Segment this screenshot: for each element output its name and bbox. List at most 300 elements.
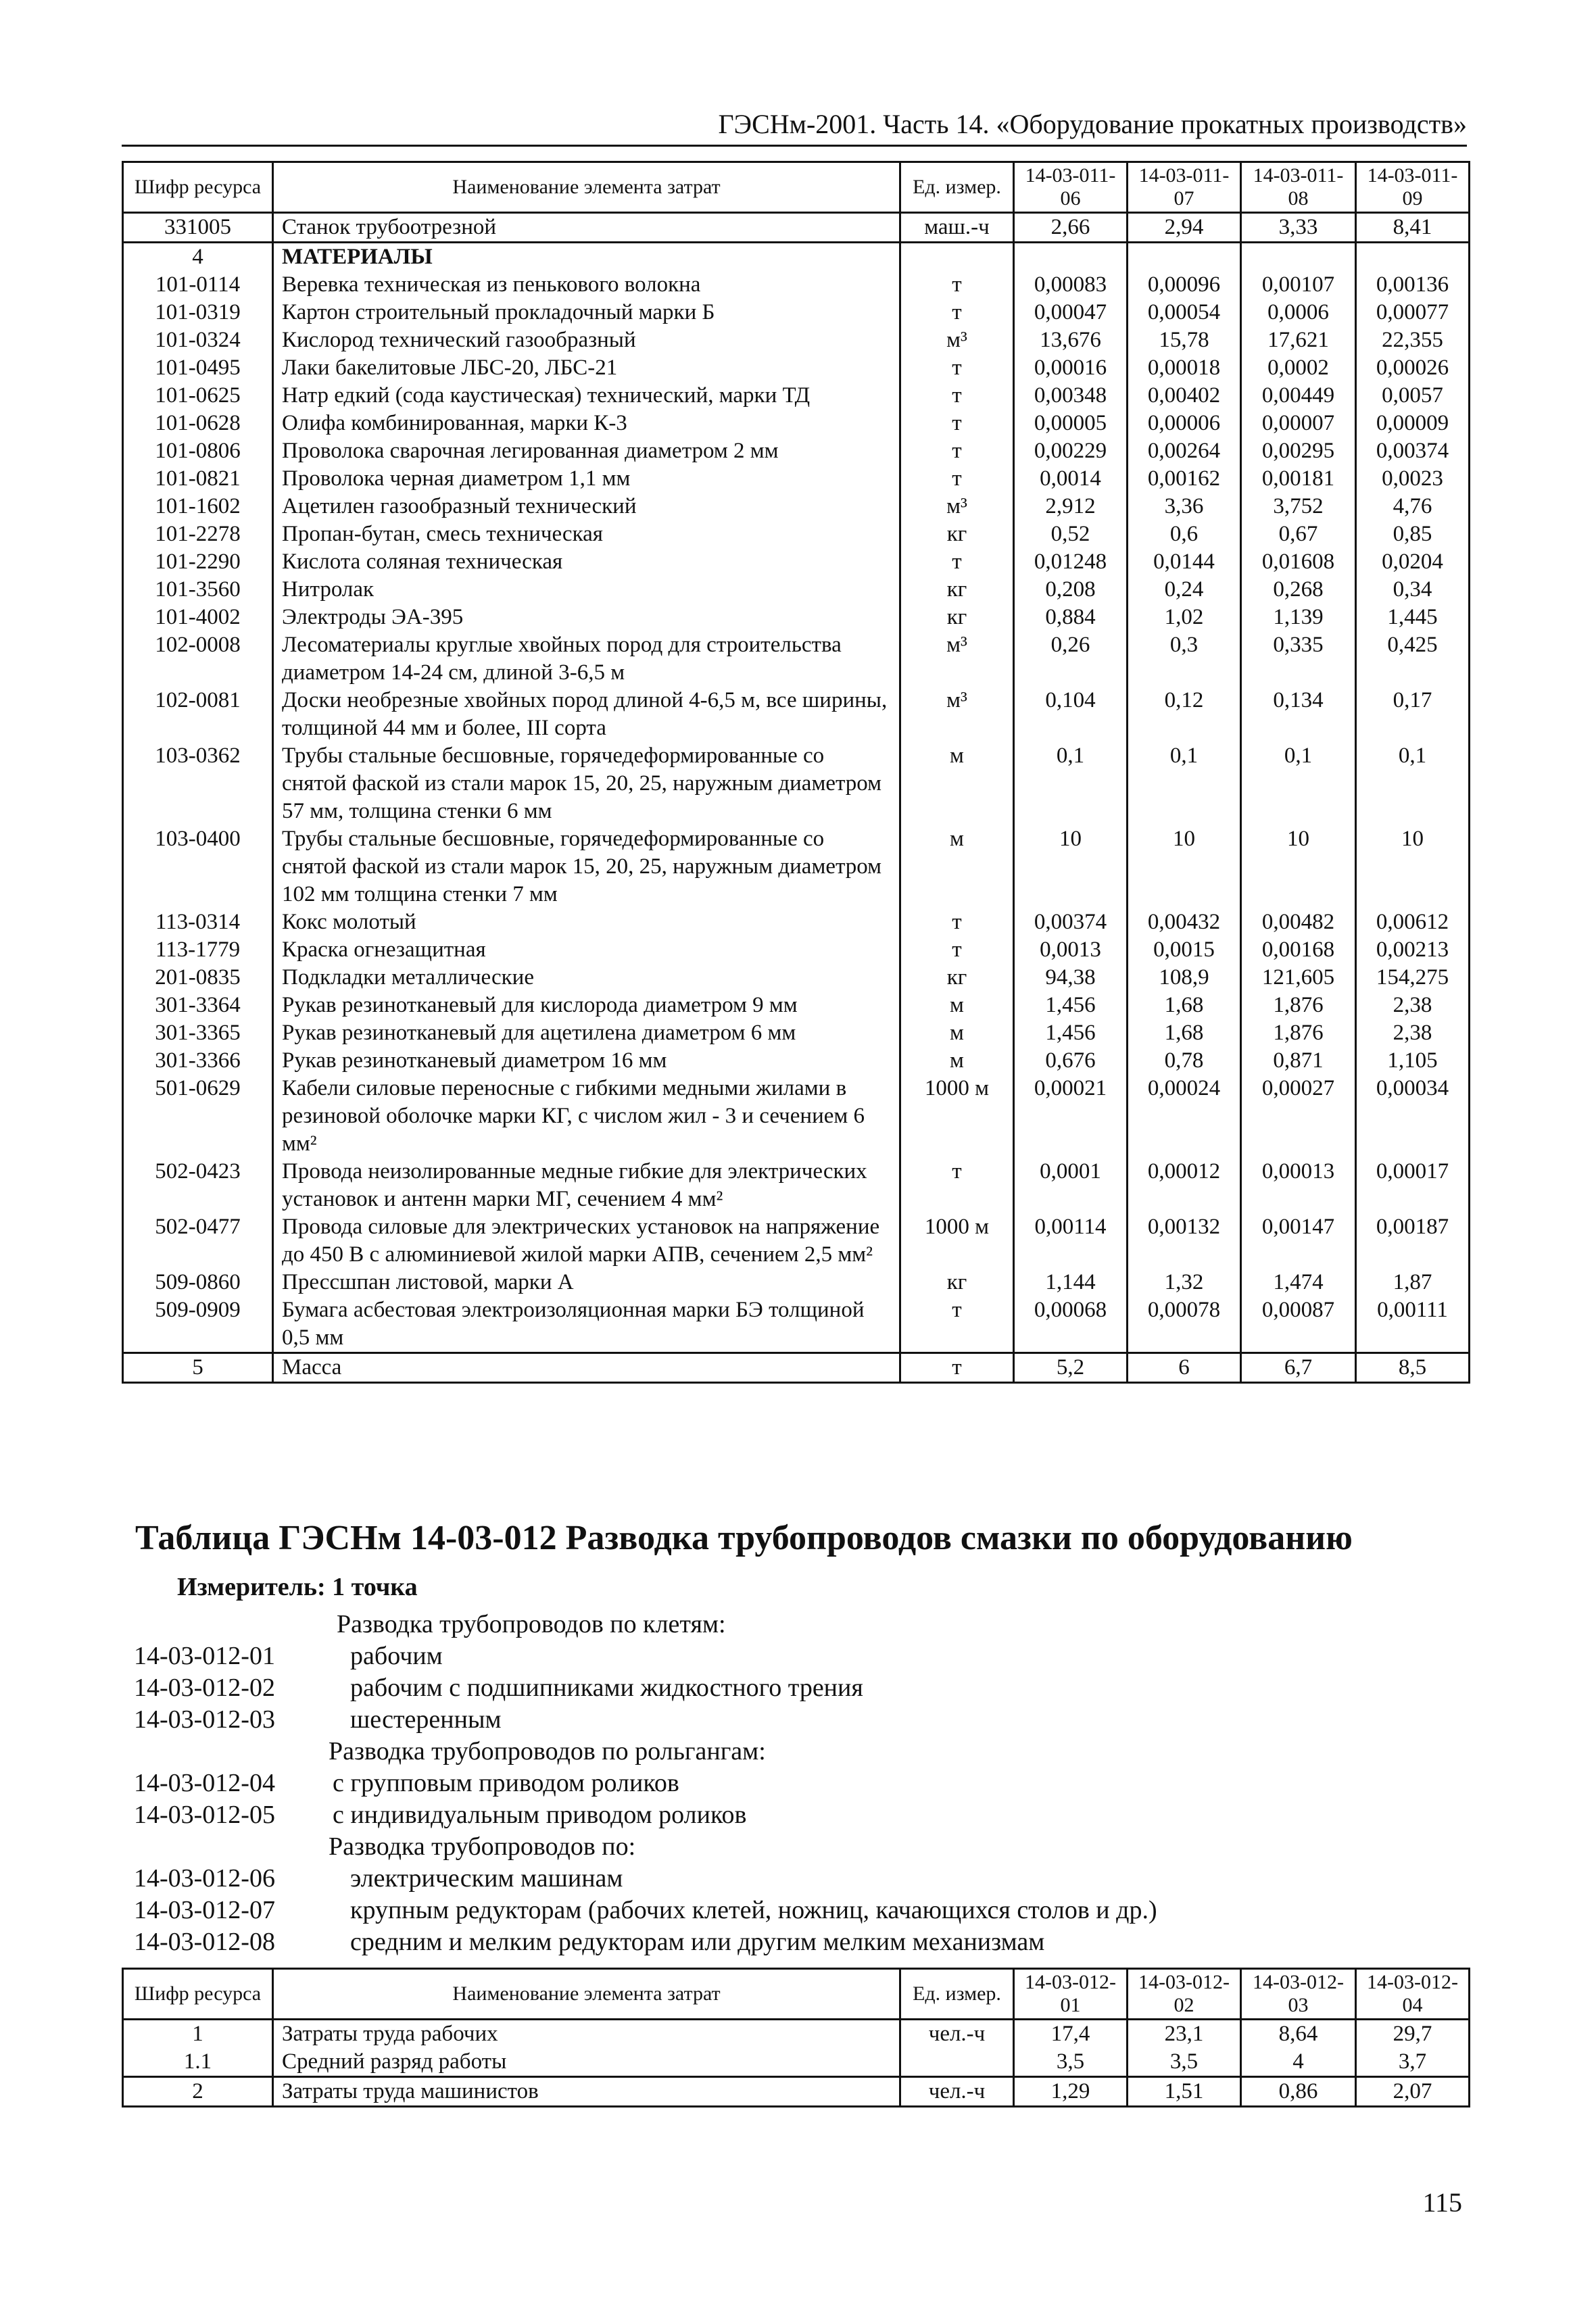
cell-unit: т <box>900 465 1014 493</box>
table-row <box>123 1047 1470 1075</box>
cell-unit: м <box>900 1019 1014 1047</box>
cell-unit: 1000 м <box>900 1075 1014 1158</box>
table-row <box>123 520 1470 548</box>
cell-unit: т <box>900 908 1014 936</box>
cell-value: 0,00012 <box>1128 1158 1241 1213</box>
header-name: Наименование элемента затрат <box>273 162 900 213</box>
cell-unit <box>900 243 1014 272</box>
cell-name: Подкладки металлические <box>273 964 900 992</box>
table-row <box>123 493 1470 520</box>
cell-value: 1,474 <box>1241 1269 1356 1296</box>
cell-value: 0,00007 <box>1241 410 1356 437</box>
cell-value: 0,00348 <box>1014 382 1128 410</box>
header-unit: Ед. измер. <box>900 1969 1014 2020</box>
cell-value: 0,00047 <box>1014 299 1128 326</box>
work-code: 14-03-012-04 <box>134 1769 275 1797</box>
cell-unit: м³ <box>900 326 1014 354</box>
cell-value: 1,144 <box>1014 1269 1128 1296</box>
cell-code: 103-0400 <box>123 825 273 908</box>
cell-unit: маш.-ч <box>900 213 1014 243</box>
cell-code: 4 <box>123 243 273 272</box>
cell-unit: кг <box>900 520 1014 548</box>
cell-value: 0,24 <box>1128 576 1241 604</box>
work-text: Разводка трубопроводов по рольгангам: <box>329 1737 766 1765</box>
cell-name: Доски необрезные хвойных пород длиной 4-6,5 м, все ширины, толщиной 44 мм и более, III сорта <box>273 687 900 742</box>
cell-value: 0,1 <box>1014 742 1128 825</box>
cell-value: 0,6 <box>1128 520 1241 548</box>
cell-code: 101-4002 <box>123 604 273 631</box>
cell-value: 1,139 <box>1241 604 1356 631</box>
cell-value: 4 <box>1241 2048 1356 2077</box>
cell-value <box>1128 243 1241 272</box>
cell-value: 0,335 <box>1241 631 1356 687</box>
cell-value: 2,912 <box>1014 493 1128 520</box>
resource-table-011 <box>122 161 1470 1384</box>
work-text: рабочим <box>350 1642 443 1670</box>
cell-name: Масса <box>273 1353 900 1383</box>
cell-value: 0,00114 <box>1014 1213 1128 1269</box>
header-col: 14-03-012-03 <box>1241 1969 1356 2020</box>
table-row <box>123 1269 1470 1296</box>
cell-unit: м³ <box>900 493 1014 520</box>
cell-value: 23,1 <box>1128 2020 1241 2049</box>
cell-code: 101-0114 <box>123 271 273 299</box>
cell-name: Кокс молотый <box>273 908 900 936</box>
cell-value: 0,52 <box>1014 520 1128 548</box>
cell-unit: 1000 м <box>900 1213 1014 1269</box>
cell-code: 101-0319 <box>123 299 273 326</box>
cell-unit: м <box>900 742 1014 825</box>
cell-value: 0,0015 <box>1128 936 1241 964</box>
cell-value: 0,00026 <box>1356 354 1470 382</box>
cell-value: 8,5 <box>1356 1353 1470 1383</box>
cell-code: 101-3560 <box>123 576 273 604</box>
cell-name: Электроды ЭА-395 <box>273 604 900 631</box>
cell-value: 0,1 <box>1241 742 1356 825</box>
cell-value: 0,00181 <box>1241 465 1356 493</box>
work-text: шестеренным <box>350 1705 502 1734</box>
cell-value: 0,0204 <box>1356 548 1470 576</box>
cell-name: Краска огнезащитная <box>273 936 900 964</box>
cell-value: 0,00147 <box>1241 1213 1356 1269</box>
cell-value: 1,68 <box>1128 992 1241 1019</box>
cell-code: 331005 <box>123 213 273 243</box>
cell-code: 101-0806 <box>123 437 273 465</box>
table-row <box>123 604 1470 631</box>
cell-name: Станок трубоотрезной <box>273 213 900 243</box>
cell-value: 1,29 <box>1014 2077 1128 2107</box>
cell-value: 0,1 <box>1356 742 1470 825</box>
cell-code: 101-1602 <box>123 493 273 520</box>
cell-code: 301-3364 <box>123 992 273 1019</box>
cell-code: 101-0324 <box>123 326 273 354</box>
cell-value: 0,00449 <box>1241 382 1356 410</box>
work-code: 14-03-012-08 <box>134 1928 275 1956</box>
cell-unit: м <box>900 992 1014 1019</box>
cell-value: 0,00374 <box>1356 437 1470 465</box>
cell-value: 0,00229 <box>1014 437 1128 465</box>
cell-value: 0,34 <box>1356 576 1470 604</box>
work-text: рабочим с подшипниками жидкостного трения <box>350 1674 863 1702</box>
cell-value: 10 <box>1014 825 1128 908</box>
cell-value: 0,00034 <box>1356 1075 1470 1158</box>
cell-name: Провода силовые для электрических установок на напряжение до 450 В с алюминиевой жилой марки АПВ, сечением 2,5 мм² <box>273 1213 900 1269</box>
work-text: средним и мелким редукторам или другим мелким механизмам <box>350 1928 1045 1956</box>
cell-value: 0,00111 <box>1356 1296 1470 1353</box>
cell-code: 1 <box>123 2020 273 2049</box>
header-col: 14-03-012-01 <box>1014 1969 1128 2020</box>
cell-name: Трубы стальные бесшовные, горячедеформированные со снятой фаской из стали марок 15, 20, 25, наружным диаметром 102 мм толщина стенки 7 мм <box>273 825 900 908</box>
cell-value: 94,38 <box>1014 964 1128 992</box>
cell-code: 201-0835 <box>123 964 273 992</box>
cell-value: 0,0144 <box>1128 548 1241 576</box>
cell-code: 5 <box>123 1353 273 1383</box>
cell-code: 502-0423 <box>123 1158 273 1213</box>
cell-unit: т <box>900 548 1014 576</box>
header-code: Шифр ресурса <box>123 1969 273 2020</box>
cell-value: 0,00402 <box>1128 382 1241 410</box>
cell-value: 0,00132 <box>1128 1213 1241 1269</box>
cell-value: 0,00024 <box>1128 1075 1241 1158</box>
cell-value: 0,00107 <box>1241 271 1356 299</box>
cell-code: 102-0008 <box>123 631 273 687</box>
cell-value: 0,00083 <box>1014 271 1128 299</box>
cell-value: 0,0013 <box>1014 936 1128 964</box>
table-row <box>123 326 1470 354</box>
cell-value: 0,00068 <box>1014 1296 1128 1353</box>
cell-name: Рукав резинотканевый диаметром 16 мм <box>273 1047 900 1075</box>
cell-code: 102-0081 <box>123 687 273 742</box>
cell-value: 3,36 <box>1128 493 1241 520</box>
table-row <box>123 354 1470 382</box>
cell-value: 3,752 <box>1241 493 1356 520</box>
cell-value: 15,78 <box>1128 326 1241 354</box>
cell-value <box>1356 243 1470 272</box>
cell-value: 0,00018 <box>1128 354 1241 382</box>
table-row <box>123 1213 1470 1269</box>
cell-value: 0,00009 <box>1356 410 1470 437</box>
header-code: Шифр ресурса <box>123 162 273 213</box>
cell-value: 4,76 <box>1356 493 1470 520</box>
cell-value: 1,51 <box>1128 2077 1241 2107</box>
cell-value: 22,355 <box>1356 326 1470 354</box>
cell-value: 0,00432 <box>1128 908 1241 936</box>
cell-value: 0,00078 <box>1128 1296 1241 1353</box>
cell-value: 0,12 <box>1128 687 1241 742</box>
header-text: ГЭСНм-2001. Часть 14. «Оборудование прокатных производств» <box>718 109 1467 139</box>
cell-value: 0,00374 <box>1014 908 1128 936</box>
work-text: Разводка трубопроводов по клетям: <box>337 1610 726 1638</box>
cell-name: Кислота соляная техническая <box>273 548 900 576</box>
cell-value: 0,0014 <box>1014 465 1128 493</box>
cell-code: 101-2278 <box>123 520 273 548</box>
cell-name: Рукав резинотканевый для кислорода диаметром 9 мм <box>273 992 900 1019</box>
cell-value: 0,01608 <box>1241 548 1356 576</box>
cell-name: Лесоматериалы круглые хвойных пород для строительства диаметром 14-24 см, длиной 3-6,5 м <box>273 631 900 687</box>
cell-value: 3,33 <box>1241 213 1356 243</box>
cell-code: 509-0860 <box>123 1269 273 1296</box>
cell-code: 509-0909 <box>123 1296 273 1353</box>
cell-value: 6 <box>1128 1353 1241 1383</box>
cell-name: Пропан-бутан, смесь техническая <box>273 520 900 548</box>
cell-unit: чел.-ч <box>900 2020 1014 2049</box>
work-text: Разводка трубопроводов по: <box>329 1832 636 1861</box>
cell-value: 2,38 <box>1356 992 1470 1019</box>
cell-value: 29,7 <box>1356 2020 1470 2049</box>
section-title: Таблица ГЭСНм 14-03-012 Разводка трубопроводов смазки по оборудованию <box>135 1519 1353 1557</box>
cell-code: 301-3366 <box>123 1047 273 1075</box>
header-col: 14-03-012-04 <box>1356 1969 1470 2020</box>
cell-value: 0,104 <box>1014 687 1128 742</box>
cell-code: 2 <box>123 2077 273 2107</box>
cell-name: Прессшпан листовой, марки А <box>273 1269 900 1296</box>
cell-unit: м <box>900 825 1014 908</box>
cell-value: 0,0023 <box>1356 465 1470 493</box>
cell-value: 121,605 <box>1241 964 1356 992</box>
work-code: 14-03-012-05 <box>134 1801 275 1829</box>
table-row <box>123 631 1470 687</box>
table-row <box>123 1296 1470 1353</box>
table-row <box>123 243 1470 272</box>
cell-value: 1,456 <box>1014 992 1128 1019</box>
cell-value: 0,00168 <box>1241 936 1356 964</box>
cell-name: Лаки бакелитовые ЛБС-20, ЛБС-21 <box>273 354 900 382</box>
cell-value: 0,1 <box>1128 742 1241 825</box>
cell-value: 1,32 <box>1128 1269 1241 1296</box>
cell-value: 10 <box>1128 825 1241 908</box>
cell-name: МАТЕРИАЛЫ <box>273 243 900 272</box>
cell-value: 0,00054 <box>1128 299 1241 326</box>
cell-value: 0,00482 <box>1241 908 1356 936</box>
cell-value: 10 <box>1241 825 1356 908</box>
cell-value: 5,2 <box>1014 1353 1128 1383</box>
cell-value: 0,00295 <box>1241 437 1356 465</box>
cell-value: 3,5 <box>1128 2048 1241 2077</box>
cell-value: 3,7 <box>1356 2048 1470 2077</box>
work-code: 14-03-012-03 <box>134 1705 275 1734</box>
cell-name: Рукав резинотканевый для ацетилена диаметром 6 мм <box>273 1019 900 1047</box>
table-row <box>123 2020 1470 2049</box>
cell-unit: т <box>900 299 1014 326</box>
work-code: 14-03-012-01 <box>134 1642 275 1670</box>
cell-value <box>1241 243 1356 272</box>
cell-value: 0,0002 <box>1241 354 1356 382</box>
cell-name: Кабели силовые переносные с гибкими медными жилами в резиновой оболочке марки КГ, с числом жил - 3 и сечением 6 мм² <box>273 1075 900 1158</box>
cell-value: 3,5 <box>1014 2048 1128 2077</box>
cell-unit: т <box>900 1353 1014 1383</box>
table-row <box>123 1353 1470 1383</box>
cell-value: 0,00213 <box>1356 936 1470 964</box>
cell-code: 1.1 <box>123 2048 273 2077</box>
cell-code: 113-0314 <box>123 908 273 936</box>
table-row <box>123 2077 1470 2107</box>
cell-value: 0,00021 <box>1014 1075 1128 1158</box>
cell-name: Проволока сварочная легированная диаметром 2 мм <box>273 437 900 465</box>
header-col: 14-03-012-02 <box>1128 1969 1241 2020</box>
cell-value: 6,7 <box>1241 1353 1356 1383</box>
table-row <box>123 271 1470 299</box>
cell-value: 1,105 <box>1356 1047 1470 1075</box>
cell-name: Нитролак <box>273 576 900 604</box>
cell-unit: м³ <box>900 631 1014 687</box>
cell-value: 0,85 <box>1356 520 1470 548</box>
cell-name: Проволока черная диаметром 1,1 мм <box>273 465 900 493</box>
cell-value <box>1014 243 1128 272</box>
cell-value: 17,621 <box>1241 326 1356 354</box>
table-row <box>123 299 1470 326</box>
cell-value: 0,01248 <box>1014 548 1128 576</box>
cell-name: Кислород технический газообразный <box>273 326 900 354</box>
header-col: 14-03-011-06 <box>1014 162 1128 213</box>
cell-value: 0,884 <box>1014 604 1128 631</box>
cell-value: 13,676 <box>1014 326 1128 354</box>
cell-unit: кг <box>900 964 1014 992</box>
header-col: 14-03-011-09 <box>1356 162 1470 213</box>
cell-value: 0,00264 <box>1128 437 1241 465</box>
cell-name: Бумага асбестовая электроизоляционная марки БЭ толщиной 0,5 мм <box>273 1296 900 1353</box>
table-header-row <box>123 162 1470 213</box>
cell-unit: т <box>900 354 1014 382</box>
table-row <box>123 576 1470 604</box>
table-row <box>123 548 1470 576</box>
cell-code: 101-0625 <box>123 382 273 410</box>
work-text: с групповым приводом роликов <box>333 1769 679 1797</box>
measure-label: Измеритель: 1 точка <box>177 1573 418 1601</box>
cell-value: 0,0006 <box>1241 299 1356 326</box>
cell-value: 0,425 <box>1356 631 1470 687</box>
cell-unit: кг <box>900 576 1014 604</box>
cell-value: 0,00017 <box>1356 1158 1470 1213</box>
cell-value: 0,00006 <box>1128 410 1241 437</box>
cell-value: 0,268 <box>1241 576 1356 604</box>
cell-value: 2,38 <box>1356 1019 1470 1047</box>
cell-value: 8,64 <box>1241 2020 1356 2049</box>
cell-unit: т <box>900 1296 1014 1353</box>
table-row <box>123 908 1470 936</box>
resource-table-012 <box>122 1968 1470 2107</box>
cell-value: 0,78 <box>1128 1047 1241 1075</box>
cell-value: 0,00005 <box>1014 410 1128 437</box>
cell-unit: т <box>900 382 1014 410</box>
table-body <box>123 2020 1470 2107</box>
cell-value: 1,87 <box>1356 1269 1470 1296</box>
cell-value: 0,86 <box>1241 2077 1356 2107</box>
running-header <box>122 107 1467 147</box>
cell-value: 10 <box>1356 825 1470 908</box>
cell-unit: кг <box>900 1269 1014 1296</box>
cell-unit: т <box>900 936 1014 964</box>
cell-value: 0,67 <box>1241 520 1356 548</box>
cell-name: Затраты труда машинистов <box>273 2077 900 2107</box>
cell-value: 0,0001 <box>1014 1158 1128 1213</box>
cell-code: 103-0362 <box>123 742 273 825</box>
header-col: 14-03-011-08 <box>1241 162 1356 213</box>
cell-name: Олифа комбинированная, марки К-3 <box>273 410 900 437</box>
cell-value: 0,0057 <box>1356 382 1470 410</box>
header-name: Наименование элемента затрат <box>273 1969 900 2020</box>
cell-code: 101-2290 <box>123 548 273 576</box>
table-row <box>123 410 1470 437</box>
cell-value: 0,00016 <box>1014 354 1128 382</box>
cell-value: 2,66 <box>1014 213 1128 243</box>
table-row <box>123 213 1470 243</box>
cell-unit <box>900 2048 1014 2077</box>
table-row <box>123 2048 1470 2077</box>
cell-unit: м³ <box>900 687 1014 742</box>
cell-value: 0,208 <box>1014 576 1128 604</box>
table-header-row <box>123 1969 1470 2020</box>
cell-name: Средний разряд работы <box>273 2048 900 2077</box>
cell-unit: т <box>900 1158 1014 1213</box>
cell-code: 101-0495 <box>123 354 273 382</box>
cell-value: 154,275 <box>1356 964 1470 992</box>
cell-value: 0,17 <box>1356 687 1470 742</box>
cell-value: 2,94 <box>1128 213 1241 243</box>
work-text: крупным редукторам (рабочих клетей, ножниц, качающихся столов и др.) <box>350 1896 1157 1924</box>
cell-value: 1,876 <box>1241 1019 1356 1047</box>
cell-unit: чел.-ч <box>900 2077 1014 2107</box>
page-number: 115 <box>1422 2187 1462 2218</box>
cell-unit: т <box>900 410 1014 437</box>
cell-value: 0,26 <box>1014 631 1128 687</box>
cell-name: Картон строительный прокладочный марки Б <box>273 299 900 326</box>
cell-value: 0,871 <box>1241 1047 1356 1075</box>
cell-code: 113-1779 <box>123 936 273 964</box>
cell-value: 0,134 <box>1241 687 1356 742</box>
cell-code: 101-0628 <box>123 410 273 437</box>
cell-code: 501-0629 <box>123 1075 273 1158</box>
cell-value: 0,00612 <box>1356 908 1470 936</box>
cell-unit: кг <box>900 604 1014 631</box>
cell-code: 101-0821 <box>123 465 273 493</box>
cell-code: 301-3365 <box>123 1019 273 1047</box>
cell-value: 0,00096 <box>1128 271 1241 299</box>
header-unit: Ед. измер. <box>900 162 1014 213</box>
cell-value: 0,00027 <box>1241 1075 1356 1158</box>
cell-code: 502-0477 <box>123 1213 273 1269</box>
cell-name: Веревка техническая из пенькового волокна <box>273 271 900 299</box>
table-row <box>123 382 1470 410</box>
cell-value: 17,4 <box>1014 2020 1128 2049</box>
cell-value: 0,00013 <box>1241 1158 1356 1213</box>
table-row <box>123 1019 1470 1047</box>
cell-value: 1,456 <box>1014 1019 1128 1047</box>
cell-value: 108,9 <box>1128 964 1241 992</box>
cell-value: 0,00077 <box>1356 299 1470 326</box>
cell-name: Трубы стальные бесшовные, горячедеформированные со снятой фаской из стали марок 15, 20, 25, наружным диаметром 57 мм, толщина стенки 6 мм <box>273 742 900 825</box>
table-row <box>123 992 1470 1019</box>
table-body <box>123 213 1470 1383</box>
work-code: 14-03-012-02 <box>134 1674 275 1702</box>
cell-value: 0,3 <box>1128 631 1241 687</box>
header-col: 14-03-011-07 <box>1128 162 1241 213</box>
cell-value: 0,00087 <box>1241 1296 1356 1353</box>
table-row <box>123 964 1470 992</box>
cell-unit: т <box>900 437 1014 465</box>
cell-value: 2,07 <box>1356 2077 1470 2107</box>
cell-value: 1,445 <box>1356 604 1470 631</box>
cell-name: Провода неизолированные медные гибкие для электрических установок и антенн марки МГ, сечением 4 мм² <box>273 1158 900 1213</box>
work-text: электрическим машинам <box>350 1864 623 1893</box>
cell-value: 1,876 <box>1241 992 1356 1019</box>
work-text: с индивидуальным приводом роликов <box>333 1801 747 1829</box>
cell-value: 0,676 <box>1014 1047 1128 1075</box>
table-row <box>123 465 1470 493</box>
table-row <box>123 1075 1470 1158</box>
cell-name: Натр едкий (сода каустическая) технический, марки ТД <box>273 382 900 410</box>
cell-value: 0,00136 <box>1356 271 1470 299</box>
table-row <box>123 936 1470 964</box>
